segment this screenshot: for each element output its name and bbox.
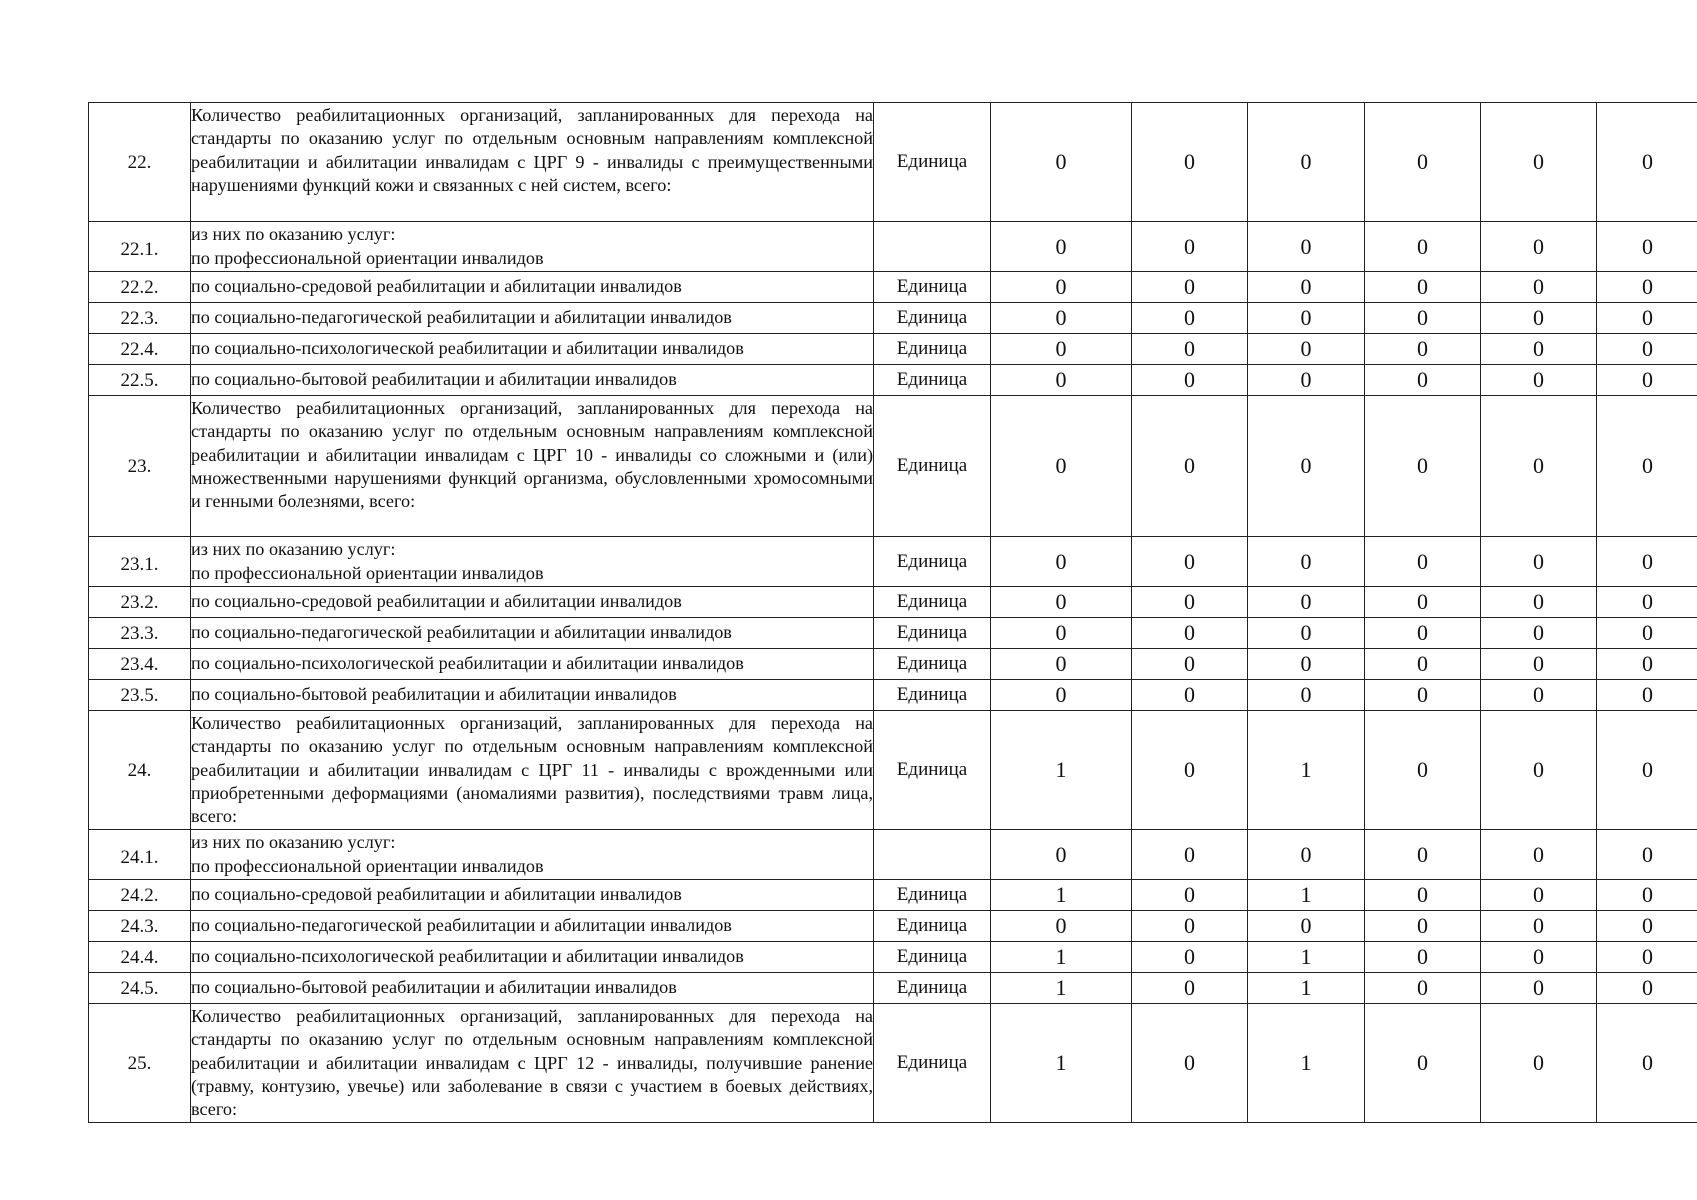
- value-cell: 1: [1248, 1004, 1365, 1123]
- indicator-name-line: по профессиональной ориентации инвалидов: [191, 247, 544, 268]
- indicator-name: [191, 1004, 874, 1123]
- value-cell: 0: [1248, 537, 1365, 587]
- indicator-name: [191, 942, 874, 973]
- indicators-table: [88, 102, 1697, 1123]
- indicator-name-text: Количество реабилитационных организаций, запланированных для перехода на стандарты по оказанию услуг по отдельным основным направлениям комплексной реабилитации и абилитации инвалидам с ЦРГ 11 - инвалиды с врожденными или приобретенными деформациями (аномалиями развития), последствиями травм лица, всего:: [191, 713, 873, 827]
- value-cell: 0: [1481, 396, 1597, 537]
- row-number: 25.: [89, 1004, 191, 1123]
- row-number: 24.1.: [89, 830, 191, 880]
- indicator-name-text: по социально-средовой реабилитации и абилитации инвалидов: [191, 884, 682, 905]
- indicator-name: [191, 365, 874, 396]
- value-cell: 0: [1365, 711, 1481, 830]
- value-cell: 0: [991, 618, 1132, 649]
- value-cell: 0: [1365, 334, 1481, 365]
- value-cell: 0: [1481, 587, 1597, 618]
- row-number: 23.5.: [89, 680, 191, 711]
- value-cell: 0: [1365, 911, 1481, 942]
- value-cell: 0: [1132, 973, 1248, 1004]
- unit-cell: Единица: [874, 973, 991, 1004]
- indicator-name: [191, 911, 874, 942]
- value-cell: 0: [991, 365, 1132, 396]
- value-cell: 0: [1481, 303, 1597, 334]
- value-cell: 0: [1481, 911, 1597, 942]
- row-number: 24.2.: [89, 880, 191, 911]
- unit-cell: Единица: [874, 942, 991, 973]
- value-cell: 0: [1481, 711, 1597, 830]
- row-number: 23.3.: [89, 618, 191, 649]
- value-cell: 1: [991, 1004, 1132, 1123]
- value-cell: 0: [1481, 880, 1597, 911]
- value-cell: 0: [1248, 649, 1365, 680]
- value-cell: 0: [1248, 587, 1365, 618]
- unit-cell: Единица: [874, 537, 991, 587]
- value-cell: 0: [1597, 303, 1697, 334]
- indicator-name-text: по социально-средовой реабилитации и абилитации инвалидов: [191, 591, 682, 612]
- value-cell: 0: [1597, 587, 1697, 618]
- unit-cell: Единица: [874, 272, 991, 303]
- indicator-name-line: по профессиональной ориентации инвалидов: [191, 562, 544, 583]
- row-number: 23.1.: [89, 537, 191, 587]
- row-number: 22.2.: [89, 272, 191, 303]
- value-cell: 0: [1248, 911, 1365, 942]
- value-cell: 0: [1365, 272, 1481, 303]
- indicator-name-line: по профессиональной ориентации инвалидов: [191, 855, 544, 876]
- value-cell: 0: [1365, 942, 1481, 973]
- table-row: [89, 1004, 1697, 1123]
- indicator-name: [191, 711, 874, 830]
- indicator-name: [191, 537, 874, 587]
- indicator-name: [191, 303, 874, 334]
- value-cell: 0: [1132, 618, 1248, 649]
- row-number: 22.3.: [89, 303, 191, 334]
- value-cell: 0: [991, 680, 1132, 711]
- indicator-name: [191, 396, 874, 537]
- indicator-name: [191, 587, 874, 618]
- value-cell: 0: [1481, 973, 1597, 1004]
- value-cell: 0: [991, 587, 1132, 618]
- value-cell: 0: [1597, 365, 1697, 396]
- unit-cell: Единица: [874, 587, 991, 618]
- value-cell: 0: [1597, 680, 1697, 711]
- unit-cell: Единица: [874, 711, 991, 830]
- value-cell: 0: [1365, 365, 1481, 396]
- row-number: 22.: [89, 103, 191, 222]
- value-cell: 0: [1248, 396, 1365, 537]
- row-number: 23.2.: [89, 587, 191, 618]
- value-cell: 0: [1481, 272, 1597, 303]
- value-cell: 0: [991, 303, 1132, 334]
- value-cell: 0: [1597, 911, 1697, 942]
- value-cell: 0: [1248, 680, 1365, 711]
- value-cell: 0: [1481, 1004, 1597, 1123]
- value-cell: 0: [1365, 303, 1481, 334]
- value-cell: 0: [1597, 830, 1697, 880]
- row-number: 24.5.: [89, 973, 191, 1004]
- value-cell: 0: [1248, 272, 1365, 303]
- indicator-name: [191, 649, 874, 680]
- indicator-name-text: по социально-педагогической реабилитации и абилитации инвалидов: [191, 307, 732, 328]
- indicator-name: [191, 973, 874, 1004]
- row-number: 23.: [89, 396, 191, 537]
- table-row: [89, 334, 1697, 365]
- value-cell: 0: [1365, 396, 1481, 537]
- indicator-name-text: по социально-средовой реабилитации и абилитации инвалидов: [191, 276, 682, 297]
- unit-cell: [874, 222, 991, 272]
- value-cell: 0: [1597, 973, 1697, 1004]
- value-cell: 1: [1248, 711, 1365, 830]
- row-number: 24.3.: [89, 911, 191, 942]
- value-cell: 0: [1481, 830, 1597, 880]
- indicator-name-text: по социально-бытовой реабилитации и абилитации инвалидов: [191, 977, 677, 998]
- unit-cell: Единица: [874, 303, 991, 334]
- indicator-name: [191, 103, 874, 222]
- unit-cell: Единица: [874, 334, 991, 365]
- unit-cell: Единица: [874, 911, 991, 942]
- row-number: 24.: [89, 711, 191, 830]
- indicator-name-text: Количество реабилитационных организаций, запланированных для перехода на стандарты по оказанию услуг по отдельным основным направлениям комплексной реабилитации и абилитации инвалидам с ЦРГ 9 - инвалиды с преимущественными нарушениями функций кожи и связанных с ней систем, всего:: [191, 105, 873, 195]
- indicator-name: [191, 880, 874, 911]
- value-cell: 0: [1132, 272, 1248, 303]
- indicator-name: [191, 830, 874, 880]
- value-cell: 0: [1132, 911, 1248, 942]
- value-cell: 0: [1597, 880, 1697, 911]
- value-cell: 0: [1481, 942, 1597, 973]
- value-cell: 0: [991, 272, 1132, 303]
- value-cell: 0: [1132, 880, 1248, 911]
- value-cell: 0: [1365, 830, 1481, 880]
- indicator-name-text: по социально-психологической реабилитации и абилитации инвалидов: [191, 946, 744, 967]
- value-cell: 0: [1365, 103, 1481, 222]
- value-cell: 0: [1597, 103, 1697, 222]
- value-cell: 0: [1365, 618, 1481, 649]
- value-cell: 0: [1597, 396, 1697, 537]
- table-row: [89, 303, 1697, 334]
- indicator-name: [191, 222, 874, 272]
- value-cell: 0: [1597, 711, 1697, 830]
- value-cell: 0: [1365, 649, 1481, 680]
- row-number: 23.4.: [89, 649, 191, 680]
- value-cell: 0: [1365, 680, 1481, 711]
- unit-cell: Единица: [874, 618, 991, 649]
- indicator-name-text: Количество реабилитационных организаций, запланированных для перехода на стандарты по оказанию услуг по отдельным основным направлениям комплексной реабилитации и абилитации инвалидам с ЦРГ 10 - инвалиды со сложными и (или) множественными нарушениями функций организма, обусловленными хромосомными и генными болезнями, всего:: [191, 398, 873, 512]
- unit-cell: Единица: [874, 1004, 991, 1123]
- value-cell: 0: [1132, 396, 1248, 537]
- indicator-name-text: по социально-бытовой реабилитации и абилитации инвалидов: [191, 369, 677, 390]
- table-row: [89, 396, 1697, 537]
- value-cell: 0: [1365, 222, 1481, 272]
- table-row: [89, 942, 1697, 973]
- indicator-name: [191, 680, 874, 711]
- value-cell: 0: [1132, 830, 1248, 880]
- table-row: [89, 272, 1697, 303]
- value-cell: 0: [1132, 1004, 1248, 1123]
- unit-cell: Единица: [874, 365, 991, 396]
- table-row: [89, 911, 1697, 942]
- indicator-name-text: по социально-бытовой реабилитации и абилитации инвалидов: [191, 684, 677, 705]
- value-cell: 0: [1248, 334, 1365, 365]
- table-row: [89, 103, 1697, 222]
- value-cell: 0: [1481, 334, 1597, 365]
- value-cell: 0: [991, 222, 1132, 272]
- value-cell: 0: [1248, 365, 1365, 396]
- unit-cell: [874, 830, 991, 880]
- value-cell: 0: [1365, 587, 1481, 618]
- value-cell: 1: [991, 711, 1132, 830]
- table-row: [89, 830, 1697, 880]
- table-row: [89, 618, 1697, 649]
- value-cell: 0: [1597, 942, 1697, 973]
- value-cell: 0: [1365, 537, 1481, 587]
- value-cell: 0: [1365, 880, 1481, 911]
- value-cell: 0: [1132, 649, 1248, 680]
- unit-cell: Единица: [874, 680, 991, 711]
- table-row: [89, 587, 1697, 618]
- row-number: 22.1.: [89, 222, 191, 272]
- value-cell: 0: [1597, 618, 1697, 649]
- table-row: [89, 222, 1697, 272]
- value-cell: 0: [1481, 103, 1597, 222]
- row-number: 22.4.: [89, 334, 191, 365]
- indicator-name: [191, 272, 874, 303]
- value-cell: 0: [1481, 365, 1597, 396]
- value-cell: 0: [991, 537, 1132, 587]
- value-cell: 0: [1481, 537, 1597, 587]
- value-cell: 0: [1597, 222, 1697, 272]
- indicator-name-text: по социально-психологической реабилитации и абилитации инвалидов: [191, 653, 744, 674]
- indicator-name-line: из них по оказанию услуг:: [191, 832, 396, 853]
- value-cell: 1: [991, 942, 1132, 973]
- value-cell: 0: [991, 830, 1132, 880]
- value-cell: 1: [1248, 880, 1365, 911]
- value-cell: 0: [1597, 272, 1697, 303]
- value-cell: 0: [1481, 222, 1597, 272]
- value-cell: 0: [1132, 103, 1248, 222]
- value-cell: 0: [1248, 222, 1365, 272]
- value-cell: 0: [1481, 680, 1597, 711]
- row-number: 22.5.: [89, 365, 191, 396]
- table-row: [89, 973, 1697, 1004]
- table-row: [89, 537, 1697, 587]
- value-cell: 0: [1597, 649, 1697, 680]
- value-cell: 0: [1597, 1004, 1697, 1123]
- value-cell: 0: [1132, 680, 1248, 711]
- value-cell: 0: [1248, 830, 1365, 880]
- value-cell: 0: [1481, 649, 1597, 680]
- unit-cell: Единица: [874, 103, 991, 222]
- value-cell: 0: [1132, 303, 1248, 334]
- value-cell: 0: [1132, 222, 1248, 272]
- row-number: 24.4.: [89, 942, 191, 973]
- value-cell: 0: [991, 649, 1132, 680]
- value-cell: 0: [1132, 365, 1248, 396]
- table-row: [89, 880, 1697, 911]
- table-row: [89, 365, 1697, 396]
- indicators-table-body: [89, 103, 1697, 1123]
- unit-cell: Единица: [874, 649, 991, 680]
- value-cell: 0: [1481, 618, 1597, 649]
- value-cell: 0: [991, 396, 1132, 537]
- value-cell: 0: [1365, 1004, 1481, 1123]
- value-cell: 0: [1597, 334, 1697, 365]
- value-cell: 0: [1248, 618, 1365, 649]
- table-row: [89, 711, 1697, 830]
- indicator-name: [191, 334, 874, 365]
- value-cell: 1: [991, 973, 1132, 1004]
- indicator-name-text: по социально-педагогической реабилитации и абилитации инвалидов: [191, 915, 732, 936]
- value-cell: 1: [1248, 942, 1365, 973]
- value-cell: 0: [991, 334, 1132, 365]
- table-row: [89, 680, 1697, 711]
- indicator-name-line: из них по оказанию услуг:: [191, 539, 396, 560]
- value-cell: 1: [1248, 973, 1365, 1004]
- value-cell: 0: [1132, 537, 1248, 587]
- unit-cell: Единица: [874, 396, 991, 537]
- value-cell: 0: [1132, 711, 1248, 830]
- value-cell: 0: [1365, 973, 1481, 1004]
- indicator-name-text: Количество реабилитационных организаций, запланированных для перехода на стандарты по оказанию услуг по отдельным основным направлениям комплексной реабилитации и абилитации инвалидам с ЦРГ 12 - инвалиды, получившие ранение (травму, контузию, увечье) или заболевание в связи с участием в боевых действиях, всего:: [191, 1006, 873, 1120]
- value-cell: 1: [991, 880, 1132, 911]
- indicator-name: [191, 618, 874, 649]
- indicator-name-text: по социально-педагогической реабилитации и абилитации инвалидов: [191, 622, 732, 643]
- indicator-name-line: из них по оказанию услуг:: [191, 224, 396, 245]
- value-cell: 0: [1132, 334, 1248, 365]
- value-cell: 0: [1132, 587, 1248, 618]
- value-cell: 0: [1597, 537, 1697, 587]
- value-cell: 0: [1248, 303, 1365, 334]
- value-cell: 0: [1248, 103, 1365, 222]
- unit-cell: Единица: [874, 880, 991, 911]
- value-cell: 0: [1132, 942, 1248, 973]
- indicator-name-text: по социально-психологической реабилитации и абилитации инвалидов: [191, 338, 744, 359]
- value-cell: 0: [991, 103, 1132, 222]
- value-cell: 0: [991, 911, 1132, 942]
- table-row: [89, 649, 1697, 680]
